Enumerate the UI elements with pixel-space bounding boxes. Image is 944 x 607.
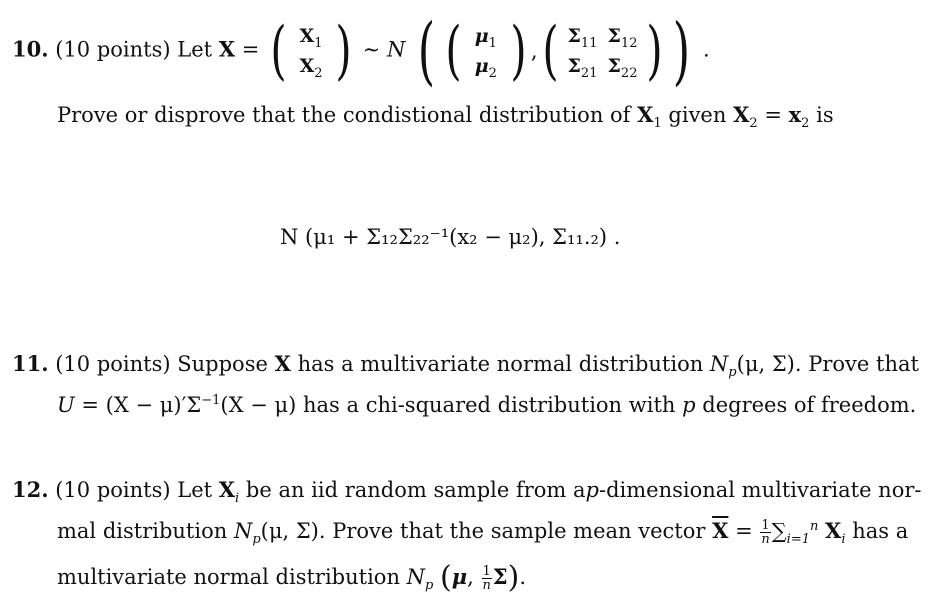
problem-10-line-1: 10. (10 points) Let X = ( $X_1$ $X_2$ ) ∼ N ( ( $\mu_1$ $\mu_2$ ) , ( $\Sigma_{11}$ $\Sigma_{12}$ $\Sigma_{21}$ $\Sigma_{22}$ ) ) .: [12, 8, 710, 94]
problem-10-points: (10 points): [55, 37, 171, 62]
problem-10-display-equation: N (μ₁ + Σ₁₂Σ₂₂⁻¹(x₂ − μ₂), Σ₁₁.₂) .: [280, 225, 621, 249]
problem-10-number: 10.: [12, 36, 49, 62]
problem-11-line-2: $U = (X - \mu)'\Sigma^{-1}(X - \mu)$ has a chi-squared distribution with p degrees of freedom.: [57, 393, 917, 417]
problem-12-line-3: multivariate normal distribution $N_p$ (μ, $\frac{1}{n}$ Σ).: [57, 560, 527, 595]
problem-11-line-1: 11. (10 points) Suppose X has a multivariate normal distribution $N_p(\mu$, Σ). Prove that: [12, 351, 919, 381]
problem-11-number: 11.: [12, 351, 49, 376]
problem-12-line-1: 12. (10 points) Let $X_i$ be an iid random sample from ap-dimensional multivariate nor-: [12, 477, 922, 507]
normal-parameters: ( ( $\mu_1$ $\mu_2$ ) , ( $\Sigma_{11}$ $\Sigma_{12}$ $\Sigma_{21}$ $\Sigma_{22}$ ) ): [417, 8, 691, 94]
problem-10-line-2: Prove or disprove that the condistional distribution of $X_1$ given $X_2 = x_2$ is: [57, 102, 834, 132]
problem-12-line-2: mal distribution $N_p(\mu$, Σ). Prove that the sample mean vector $\overline{X}$ = $\frac{1}{n}$ $\sum_{i=1}^n$ $X_i$ has a: [57, 518, 909, 548]
problem-12-number: 12.: [12, 477, 49, 502]
x-partition-vector: ( $X_1$ $X_2$ ): [270, 14, 352, 88]
